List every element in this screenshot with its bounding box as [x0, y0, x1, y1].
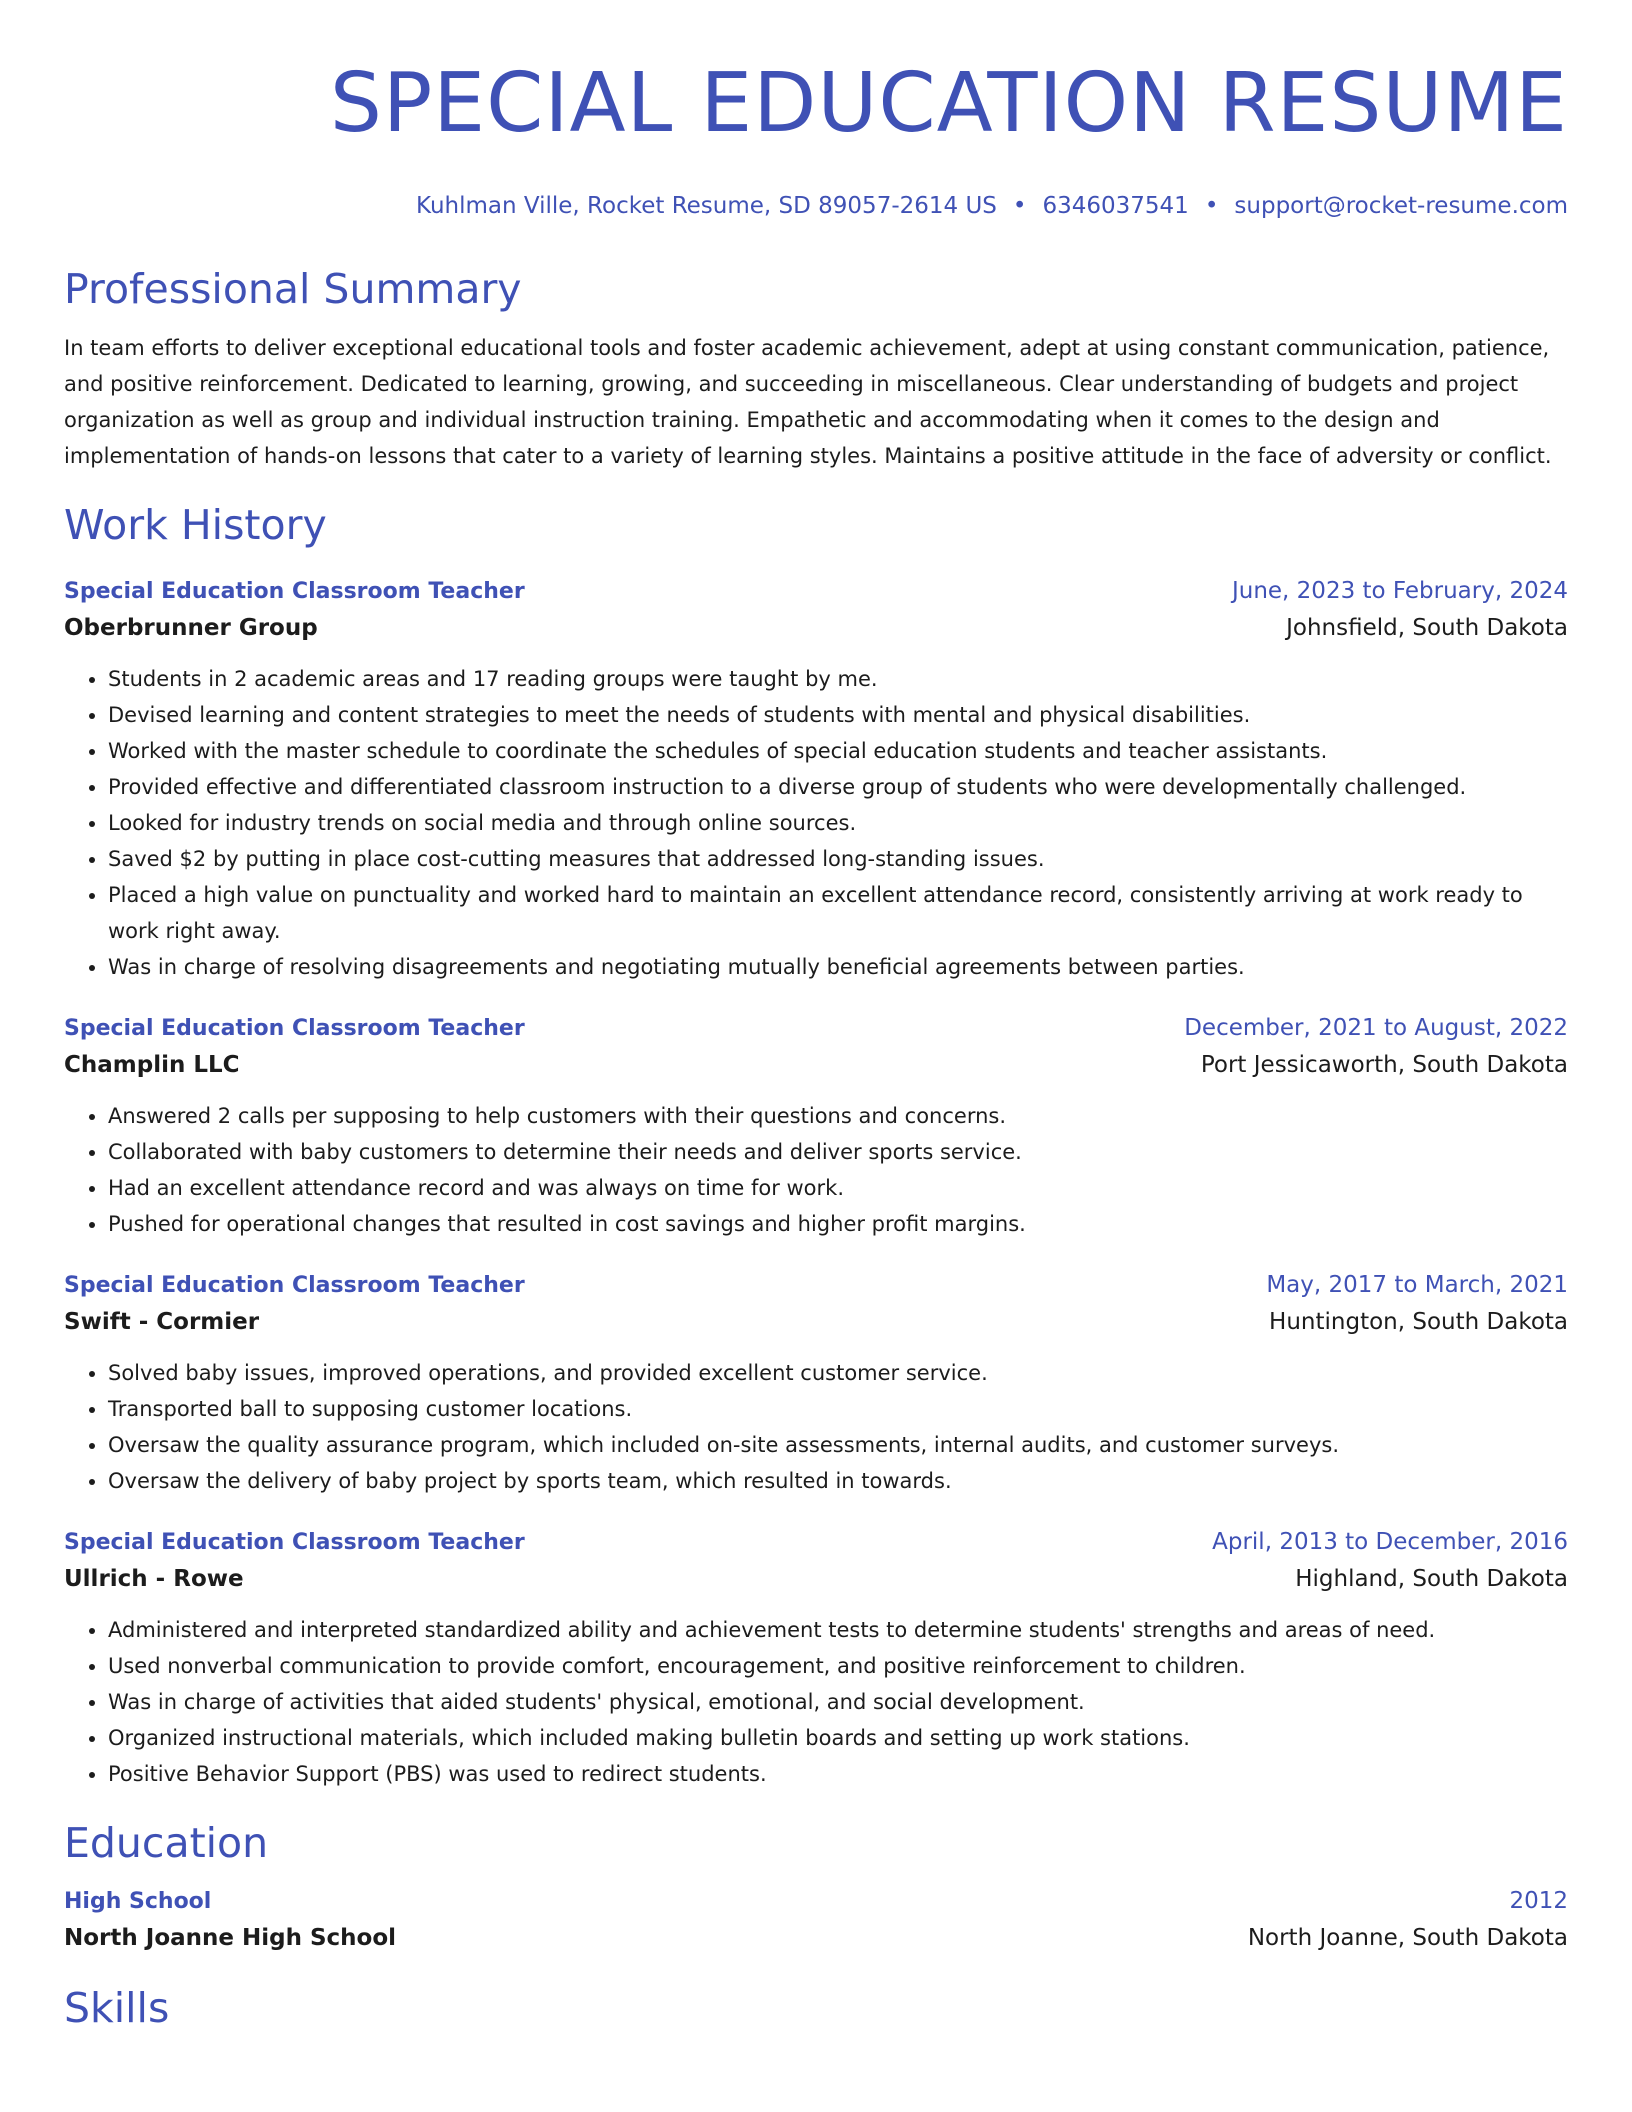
job-bullet-list [64, 1612, 1568, 1792]
job-title: Special Education Classroom Teacher [64, 1273, 525, 1298]
job-bullet: • Saved $2 by putting in place cost-cutting measures that addressed long-standing issues. [108, 841, 1568, 877]
job-entry [64, 1268, 1568, 1499]
contact-phone[interactable]: 6346037541 [1042, 193, 1189, 219]
job-entry [64, 1525, 1568, 1792]
job-dates: May, 2017 to March, 2021 [1266, 1272, 1568, 1298]
job-bullet: • Transported ball to supposing customer locations. [108, 1391, 1568, 1427]
contact-email[interactable]: support@rocket-resume.com [1234, 193, 1568, 219]
job-bullet-list [64, 1355, 1568, 1499]
job-bullet: • Used nonverbal communication to provide comfort, encouragement, and positive reinforcement to children. [108, 1648, 1568, 1684]
skills-heading: Skills [64, 1984, 170, 2032]
job-header-row [64, 1268, 1568, 1303]
contact-address: Kuhlman Ville, Rocket Resume, SD 89057-2614 US [416, 193, 997, 219]
education-school: North Joanne High School [64, 1925, 397, 1951]
job-bullet: • Placed a high value on punctuality and worked hard to maintain an excellent attendance record, consistently arriving at work ready to work right away. [108, 877, 1568, 949]
job-bullet: • Pushed for operational changes that resulted in cost savings and higher profit margins. [108, 1206, 1568, 1242]
job-company-row [64, 1560, 1568, 1598]
job-header-row [64, 1011, 1568, 1046]
work-history-heading: Work History [64, 501, 327, 549]
education-school-row [64, 1919, 1568, 1957]
contact-separator: • [1012, 193, 1027, 219]
resume-title: SPECIAL EDUCATION RESUME [329, 56, 1568, 151]
job-company-row [64, 1046, 1568, 1084]
education-heading: Education [64, 1819, 269, 1867]
job-company: Ullrich - Rowe [64, 1566, 244, 1592]
job-bullet: • Was in charge of resolving disagreements and negotiating mutually beneficial agreements between parties. [108, 949, 1568, 985]
contact-separator: • [1204, 193, 1219, 219]
job-bullet-list [64, 661, 1568, 985]
job-location: Port Jessicaworth, South Dakota [1200, 1052, 1568, 1078]
job-bullet: • Organized instructional materials, which included making bulletin boards and setting up work stations. [108, 1720, 1568, 1756]
job-location: Highland, South Dakota [1295, 1566, 1568, 1592]
job-bullet: • Oversaw the quality assurance program, which included on-site assessments, internal audits, and customer surveys. [108, 1427, 1568, 1463]
job-bullet: • Worked with the master schedule to coordinate the schedules of special education students and teacher assistants. [108, 733, 1568, 769]
job-entry [64, 574, 1568, 985]
job-location: Johnsfield, South Dakota [1286, 615, 1568, 641]
job-entry [64, 1011, 1568, 1242]
job-company: Oberbrunner Group [64, 615, 318, 641]
job-title: Special Education Classroom Teacher [64, 1530, 525, 1555]
job-dates: June, 2023 to February, 2024 [1231, 578, 1568, 604]
education-header-row [64, 1884, 1568, 1919]
job-bullet: • Oversaw the delivery of baby project by sports team, which resulted in towards. [108, 1463, 1568, 1499]
education-year: 2012 [1509, 1888, 1568, 1914]
job-bullet-list [64, 1098, 1568, 1242]
summary-text: In team efforts to deliver exceptional educational tools and foster academic achievement, adept at using constant communication, patience, and positive reinforcement. Dedicated to learning, growing, and succeeding in miscellaneous. Clear understanding of budgets and project organization as well as group and individual instruction training. Empathetic and accommodating when it comes to the design and implementation of hands-on lessons that cater to a variety of learning styles. Maintains a positive attitude in the face of adversity or conflict. [64, 336, 1552, 468]
summary-heading: Professional Summary [64, 265, 522, 313]
job-bullet: • Had an excellent attendance record and was always on time for work. [108, 1170, 1568, 1206]
job-company-row [64, 1303, 1568, 1341]
education-degree: High School [64, 1889, 212, 1914]
education-location: North Joanne, South Dakota [1247, 1925, 1568, 1951]
job-bullet: • Answered 2 calls per supposing to help customers with their questions and concerns. [108, 1098, 1568, 1134]
job-bullet: • Provided effective and differentiated classroom instruction to a diverse group of students who were developmentally challenged. [108, 769, 1568, 805]
job-header-row [64, 574, 1568, 609]
job-bullet: • Students in 2 academic areas and 17 reading groups were taught by me. [108, 661, 1568, 697]
job-company: Swift - Cormier [64, 1309, 260, 1335]
job-bullet: • Looked for industry trends on social media and through online sources. [108, 805, 1568, 841]
job-header-row [64, 1525, 1568, 1560]
job-bullet: • Administered and interpreted standardized ability and achievement tests to determine students' strengths and areas of need. [108, 1612, 1568, 1648]
job-title: Special Education Classroom Teacher [64, 579, 525, 604]
job-dates: December, 2021 to August, 2022 [1184, 1015, 1568, 1041]
job-bullet: • Solved baby issues, improved operations, and provided excellent customer service. [108, 1355, 1568, 1391]
contact-line [64, 190, 1568, 222]
job-company: Champlin LLC [64, 1052, 240, 1078]
education-entry [64, 1884, 1568, 1957]
work-history-list [64, 574, 1568, 1792]
job-dates: April, 2013 to December, 2016 [1212, 1529, 1568, 1555]
job-title: Special Education Classroom Teacher [64, 1016, 525, 1041]
job-bullet: • Positive Behavior Support (PBS) was used to redirect students. [108, 1756, 1568, 1792]
job-bullet: • Collaborated with baby customers to determine their needs and deliver sports service. [108, 1134, 1568, 1170]
job-location: Huntington, South Dakota [1269, 1309, 1568, 1335]
job-bullet: • Devised learning and content strategies to meet the needs of students with mental and physical disabilities. [108, 697, 1568, 733]
job-company-row [64, 609, 1568, 647]
job-bullet: • Was in charge of activities that aided students' physical, emotional, and social development. [108, 1684, 1568, 1720]
